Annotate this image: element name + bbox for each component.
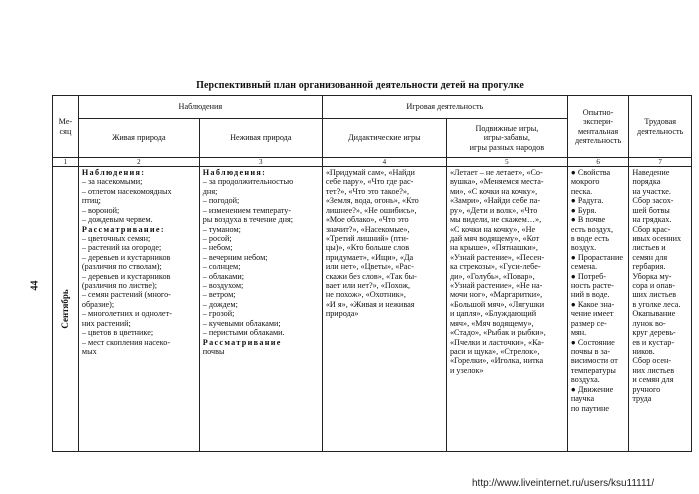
cell-line: раси и щука», «Стрелок», [449,347,540,357]
column-number: 5 [446,158,567,167]
nonliving-nature-header: Неживая природа [199,119,322,158]
cell-line: ми», «С кочки на кочку», [449,186,538,196]
cell-line: – небом; [202,243,233,253]
cell-line: ди», «Голубь», «Повар», [449,271,535,281]
column-number: 7 [629,158,692,167]
outdoor-games-header-lines [450,124,564,152]
cell-line: размер се- [570,318,607,328]
labor-header-line: Трудовая [644,117,676,127]
cell-line: на крыше», «Пятнашки», [449,243,538,253]
page-number: 44 [29,280,41,291]
cell-line: ручного [632,384,661,394]
cell-line: мяч», «Мяч водящему», [449,318,534,328]
column-numbers-row [53,158,692,167]
cell-line: мы видели, не скажем…», [449,215,542,225]
cell-line: «Стадо», «Рыбак и рыбки», [449,328,546,338]
cell-line: песка. [570,186,593,196]
cell-line: природа» [325,309,359,319]
cell-line: образие); [81,299,115,309]
cell-line: – за насекомыми; [81,177,143,187]
cell-line: дай мяч водящему», «Кот [449,233,540,243]
cell-line: ников. [632,347,655,357]
experimental-header-line: Опытно- [582,107,614,117]
cell-line: Сбор крас- [632,224,671,234]
cell-line: ● Свойства [570,168,611,177]
cell-line: в уголке леса. [632,299,681,309]
cell-line: «И я», «Живая и неживая [325,299,415,309]
cell-line: ность расте- [570,281,614,291]
cell-line: порядка [632,177,661,187]
experimental-header-line: деятельность [574,135,622,145]
cell-line: «Горелки», «Иголка, нитка [449,356,544,366]
cell-line: висимости от [570,356,618,366]
game-activity-header: Игровая деятельность [322,96,567,119]
cell-line: по паутине [570,403,610,413]
cell-line: ры воздуха в течение дня; [202,215,294,225]
month-cell [53,167,79,452]
cell-line: Наведение [632,168,670,177]
outdoor-games-header-line: игры разных народов [469,142,545,152]
cell-line: – деревьев и кустарников [81,271,171,281]
cell-line: или нет», «Цветы», «Рас- [325,262,414,272]
cell-line: «Замри», «Найди себе па- [449,196,541,206]
cell-line: вушка», «Меняемся места- [449,177,544,187]
cell-line: мых [81,347,97,357]
cell-line: дня; [202,186,218,196]
cell-line: – воздухом; [202,281,244,291]
cell-line: Сбор засох- [632,196,674,206]
cell-line: ● В почве [570,215,606,225]
cell-line: почвы в за- [570,347,611,357]
cell-line: – кучевыми облаками; [202,318,281,328]
cell-line: «Узнай растение», «Песен- [449,252,545,262]
cell-line: ● Радуга. [570,196,604,206]
cell-line: и узелок» [449,365,484,375]
cell-line: цы)», «Кто больше слов [325,243,410,253]
living-nature-cell [78,167,199,452]
cell-line: ● Движение [570,384,614,394]
cell-line: «Земля, вода, огонь», «Кто [325,196,419,206]
cell-line: круг деревь- [632,328,676,338]
cell-line: – изменением температу- [202,205,292,215]
cell-line: – мест скопления насеко- [81,337,171,347]
labor-header [629,96,692,158]
cell-line: – семян растений (много- [81,290,171,300]
cell-line: Уборка му- [632,271,672,281]
cell-line: почвы [202,347,225,357]
cell-line: – цветочных семян; [81,233,151,243]
living-nature-header: Живая природа [78,119,199,158]
cell-line: значит?», «Насекомые», [325,224,410,234]
labor-header-lines [632,117,688,136]
cell-line: Наблюдения: [81,168,146,177]
experimental-header-line: экспери- [583,117,614,127]
cell-line: – многолетних и однолет- [81,309,172,319]
cell-line: птиц; [81,196,101,206]
cell-line: Рассматривание: [81,224,165,234]
cell-line: труда [632,394,652,404]
cell-line: Наблюдения: [202,168,267,177]
plan-table [52,95,692,452]
cell-line: и цапля», «Блуждающий [449,309,537,319]
cell-line: (различия по стволам); [81,262,162,272]
cell-line: ка стрекозы», «Гуси-лебе- [449,262,541,272]
outdoor-games-header [446,119,567,158]
cell-line: чение имеет [570,309,614,319]
cell-line: – за продолжительностью [202,177,294,187]
experimental-header [567,96,629,158]
month-header [53,96,79,158]
cell-line: – отлетом насекомоядных [81,186,172,196]
cell-line: семена. [570,262,598,272]
cell-line: ний в воде. [570,290,610,300]
cell-line: мян. [570,328,587,338]
cell-line: скажи без слов», «Так бы- [325,271,417,281]
labor-header-line: деятельность [637,126,684,136]
cell-line: листьев и [632,243,666,253]
cell-line: – погодой; [202,196,240,206]
cell-line: – деревьев и кустарников [81,252,171,262]
cell-line: на грядках. [632,215,672,225]
cell-line: – вороной; [81,205,120,215]
observations-header: Наблюдения [78,96,322,119]
cell-line: есть воздух, [570,224,614,234]
cell-line: – росой; [202,233,232,243]
cell-line: ших листьев [632,290,677,300]
cell-line: ● Потреб- [570,271,607,281]
cell-line: в воде есть [570,233,610,243]
cell-line: «С кочки на кочку», «Не [449,224,536,234]
cell-line: «Третий лишний» (пти- [325,233,409,243]
didactic-games-header: Дидактические игры [322,119,446,158]
column-number: 2 [78,158,199,167]
outdoor-games-header-line: игры-забавы, [483,133,530,143]
cell-line: температуры [570,365,616,375]
cell-line: мокрого [570,177,600,187]
labor-cell [629,167,692,452]
cell-line: «Большой мяч», «Лягушки [449,299,545,309]
cell-line: – цветов в цветнике; [81,328,154,338]
cell-line: них растений; [81,318,131,328]
cell-line: не похож», «Охотник», [325,290,406,300]
cell-line: – перистыми облаками. [202,328,285,338]
cell-line: – облаками; [202,271,245,281]
cell-line: «Пчелки и ласточки», «Ка- [449,337,544,347]
cell-line: – растений на огороде; [81,243,162,253]
cell-line: придумает», «Ищи», «Да [325,252,414,262]
cell-line: ивых осенних [632,233,682,243]
experimental-header-line: ментальная [577,126,619,136]
cell-line: Сбор осен- [632,356,672,366]
cell-line: – грозой; [202,309,235,319]
source-url: http://www.liveinternet.ru/users/ksu11111/ [472,478,655,489]
outdoor-games-cell [446,167,567,452]
column-number: 1 [53,158,79,167]
nonliving-nature-cell [199,167,322,452]
cell-line: воздух. [570,243,597,253]
cell-line: воздуха. [570,375,600,385]
cell-line: «Придумай сам», «Найди [325,168,415,177]
didactic-games-cell [322,167,446,452]
cell-line: гербария. [632,262,666,272]
cell-line: ● Прорастание [570,252,623,262]
cell-line: – дождем; [202,299,238,309]
column-number: 4 [322,158,446,167]
cell-line: шей ботвы [632,205,670,215]
cell-line: семян для [632,252,668,262]
cell-line: (различия по листве); [81,281,158,291]
month-header-line: Ме- [58,117,73,127]
cell-line: – солнцем; [202,262,241,272]
cell-line: на участке. [632,186,671,196]
cell-line: Рассматривание [202,337,282,347]
cell-line: себе пару», «Что где рас- [325,177,414,187]
page-title: Перспективный план организованной деятельности детей на прогулке [196,80,524,91]
cell-line: мочи ног», «Маргаритки», [449,290,543,300]
cell-line: ● Состояние [570,337,615,347]
month-header-line: сяц [59,126,72,136]
experimental-header-lines [571,108,626,146]
cell-line: Окапывание [632,309,676,319]
cell-line: «Летает – не летает», «Со- [449,168,543,177]
cell-line: тет?», «Что это такое?», [325,186,410,196]
cell-line: лишнее?», «Не ошибись», [325,205,417,215]
outdoor-games-header-line: Подвижные игры, [475,123,539,133]
experimental-cell [567,167,629,452]
cell-line: и семян для [632,375,674,385]
cell-line: – ветром; [202,290,236,300]
cell-line: сора и опав- [632,281,675,291]
cell-line: – туманом; [202,224,241,234]
cell-line: ● Буря. [570,205,597,215]
cell-line: ру», «Дети и волк», «Что [449,205,538,215]
cell-line: ев и кустар- [632,337,675,347]
month-label: Сентябрь [60,289,71,329]
cell-line: паучка [570,394,595,404]
cell-line: них листьев [632,365,675,375]
cell-line: «Узнай растение», «Не на- [449,281,543,291]
cell-line: – дождевым червем. [81,215,153,225]
column-number: 3 [199,158,322,167]
cell-line: ● Какое зна- [570,299,615,309]
cell-line: «Мое облако», «Что это [325,215,409,225]
cell-line: – вечерним небом; [202,252,268,262]
cell-line: вает или нет?», «Похож, [325,281,411,291]
cell-line: лунок во- [632,318,666,328]
column-number: 6 [567,158,629,167]
